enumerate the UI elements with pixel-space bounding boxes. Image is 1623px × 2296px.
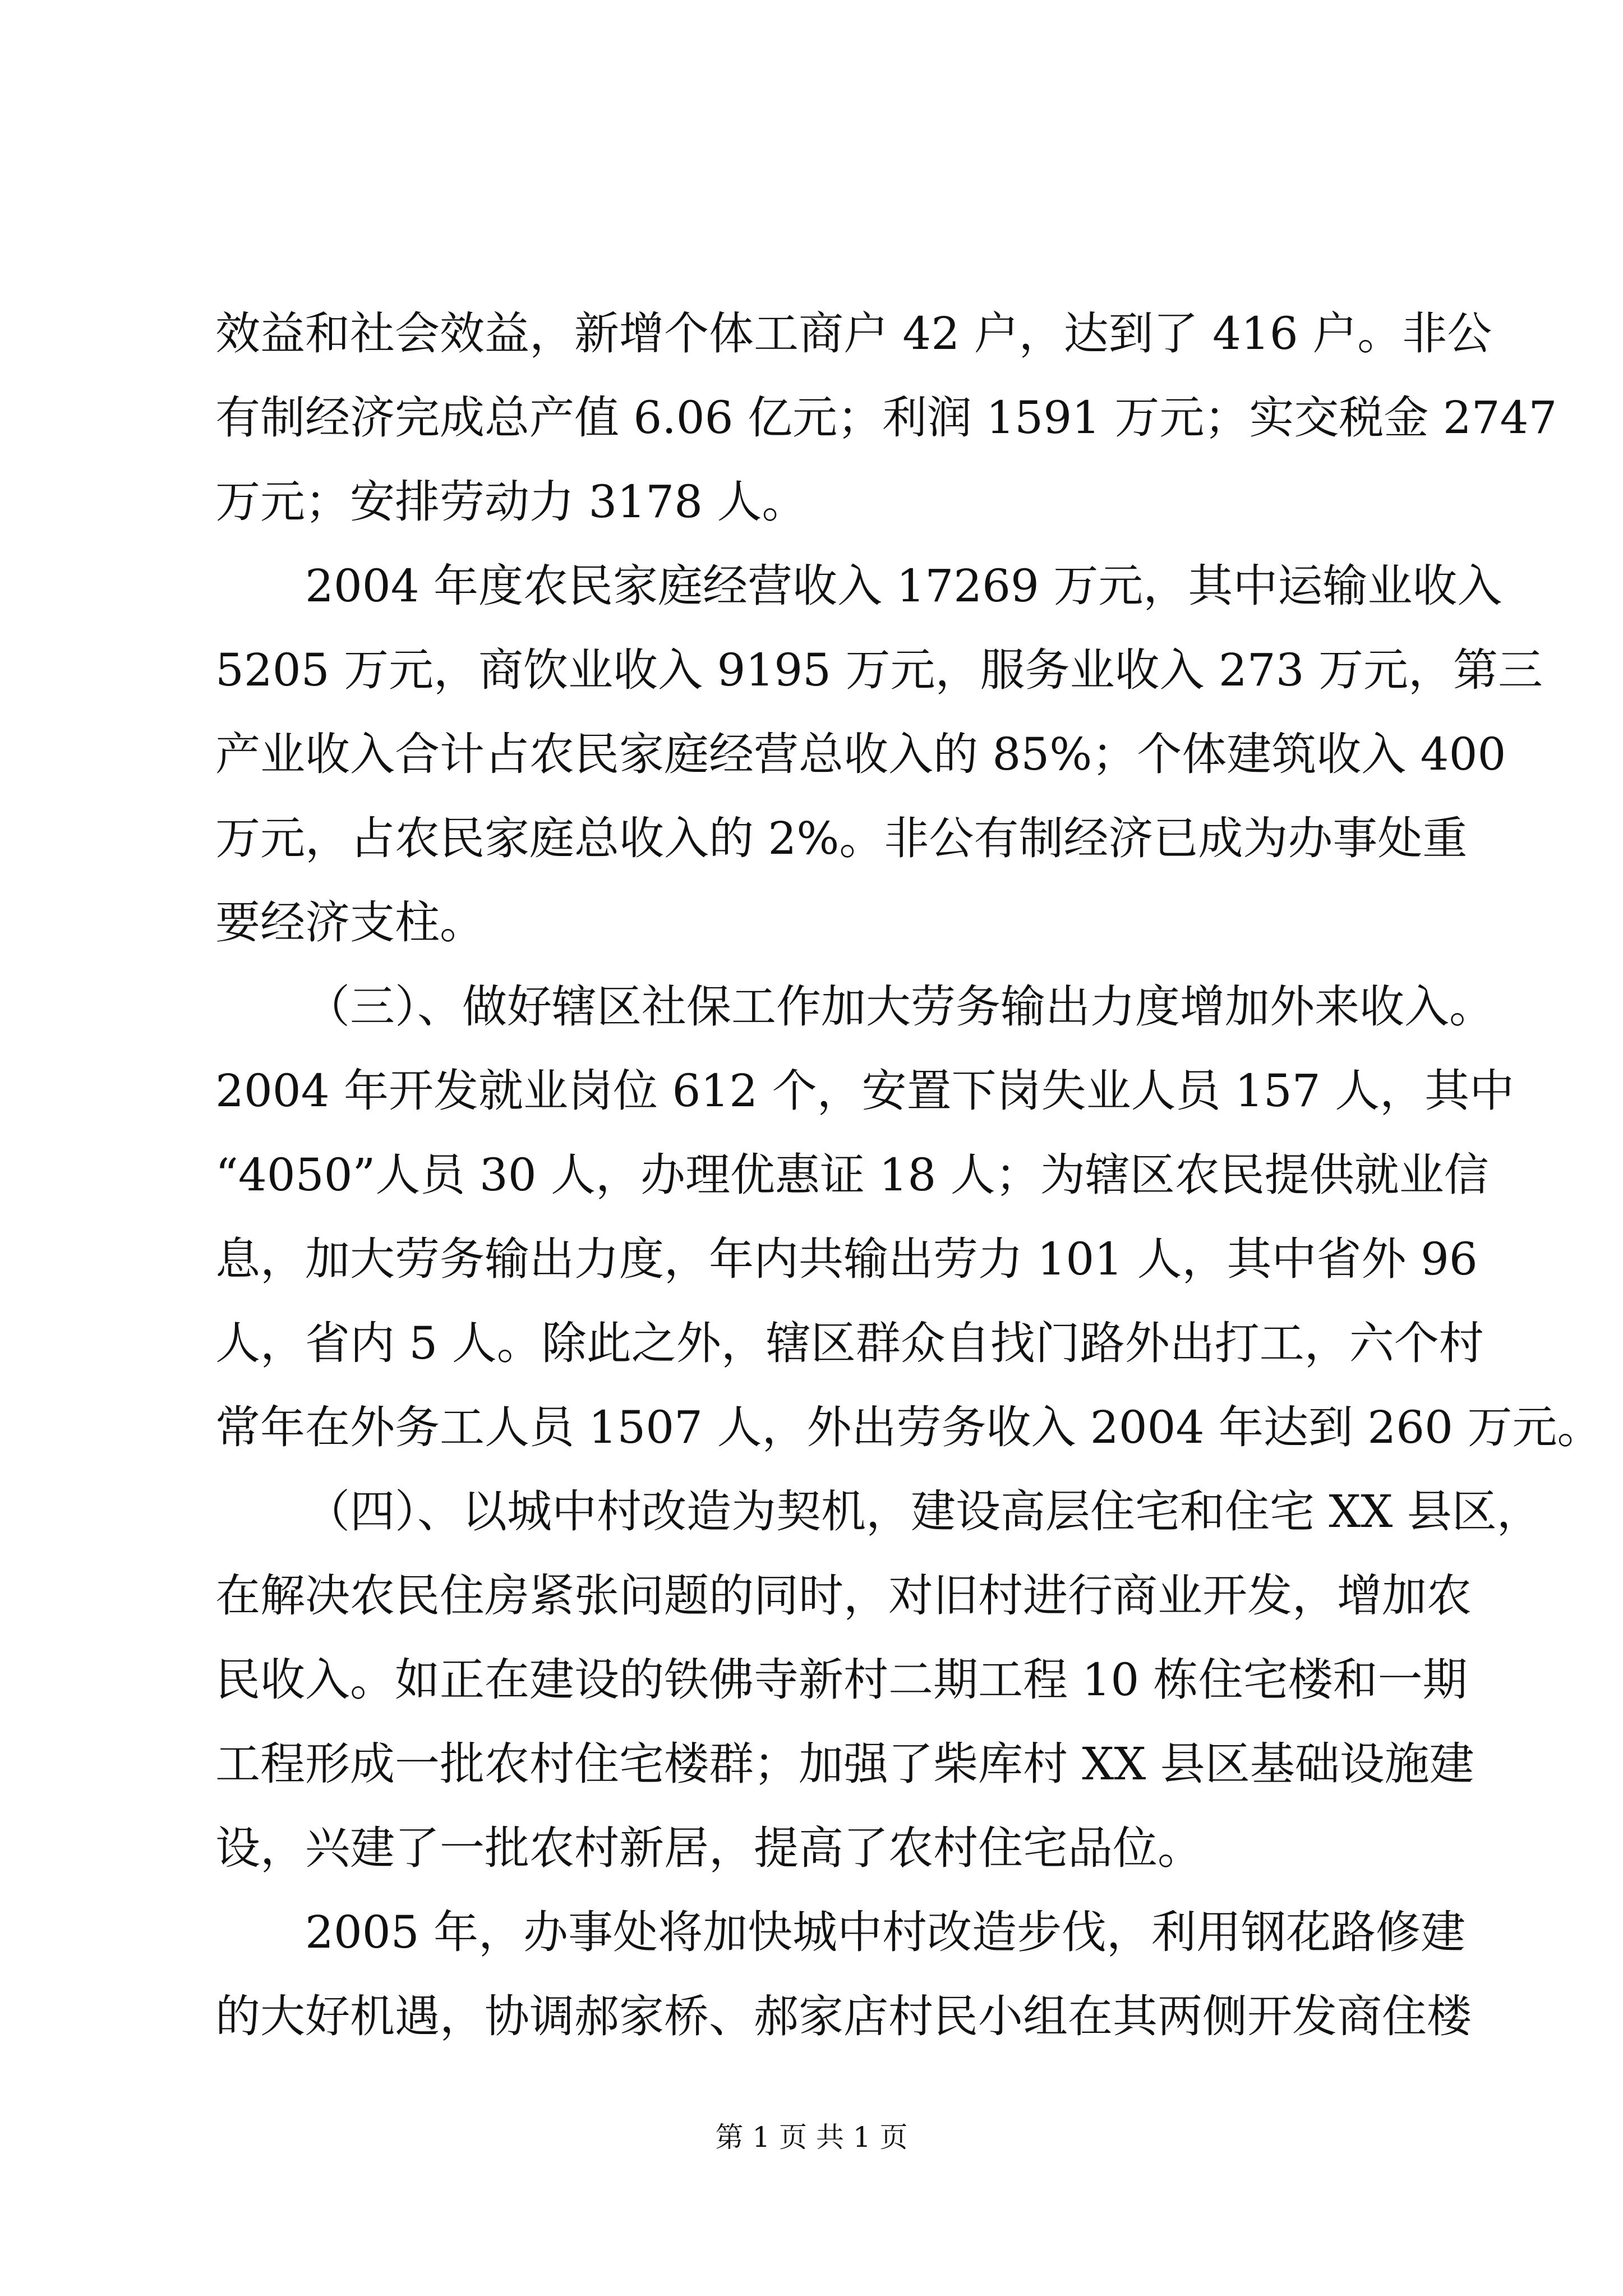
- paragraph-1: [215, 292, 1557, 544]
- paragraph-4: [215, 1470, 1542, 1890]
- text-line: 的大好机遇，协调郝家桥、郝家店村民小组在其两侧开发商住楼: [215, 1990, 1472, 2042]
- text-line: 息，加大劳务输出力度，年内共输出劳力 101 人，其中省外 96: [215, 1233, 1478, 1285]
- text-line: 设，兴建了一批农村新居，提高了农村住宅品位。: [215, 1822, 1202, 1874]
- document-body: [215, 292, 1602, 2059]
- text-line: 产业收入合计占农民家庭经营总收入的 85%；个体建筑收入 400: [215, 728, 1506, 780]
- page-footer: 第 1 页 共 1 页: [715, 2121, 908, 2154]
- text-line: 万元；安排劳动力 3178 人。: [215, 476, 807, 528]
- text-line: 在解决农民住房紧张问题的同时，对旧村进行商业开发，增加农: [215, 1570, 1472, 1622]
- paragraph-2: [215, 544, 1543, 965]
- text-line: 有制经济完成总产值 6.06 亿元；利润 1591 万元；实交税金 2747: [215, 392, 1557, 444]
- text-line: 常年在外务工人员 1507 人，外出劳务收入 2004 年达到 260 万元。: [215, 1401, 1602, 1453]
- text-line: 5205 万元，商饮业收入 9195 万元，服务业收入 273 万元，第三: [215, 644, 1543, 696]
- text-line: 2004 年度农民家庭经营收入 17269 万元，其中运输业收入: [305, 560, 1502, 612]
- text-line: 2005 年，办事处将加快城中村改造步伐，利用钢花路修建: [305, 1906, 1466, 1958]
- text-line: 人，省内 5 人。除此之外，辖区群众自找门路外出打工，六个村: [215, 1317, 1484, 1369]
- text-line: 工程形成一批农村住宅楼群；加强了柴库村 XX 县区基础设施建: [215, 1738, 1474, 1790]
- text-line: 要经济支柱。: [215, 896, 485, 949]
- section-heading-line: （四）、以城中村改造为契机，建设高层住宅和住宅 XX 县区，: [305, 1485, 1542, 1538]
- text-line: 民收入。如正在建设的铁佛寺新村二期工程 10 栋住宅楼和一期: [215, 1654, 1468, 1706]
- text-line: 万元，占农民家庭总收入的 2%。非公有制经济已成为办事处重: [215, 812, 1468, 864]
- text-line: “4050”人员 30 人，办理优惠证 18 人；为辖区农民提供就业信: [215, 1149, 1489, 1201]
- paragraph-5: [215, 1890, 1472, 2059]
- text-line: 效益和社会效益，新增个体工商户 42 户，达到了 416 户。非公: [215, 307, 1492, 360]
- text-line: 2004 年开发就业岗位 612 个，安置下岗失业人员 157 人，其中: [215, 1065, 1515, 1117]
- paragraph-3: [215, 965, 1602, 1470]
- section-heading-line: （三）、做好辖区社保工作加大劳务输出力度增加外来收入。: [305, 981, 1494, 1033]
